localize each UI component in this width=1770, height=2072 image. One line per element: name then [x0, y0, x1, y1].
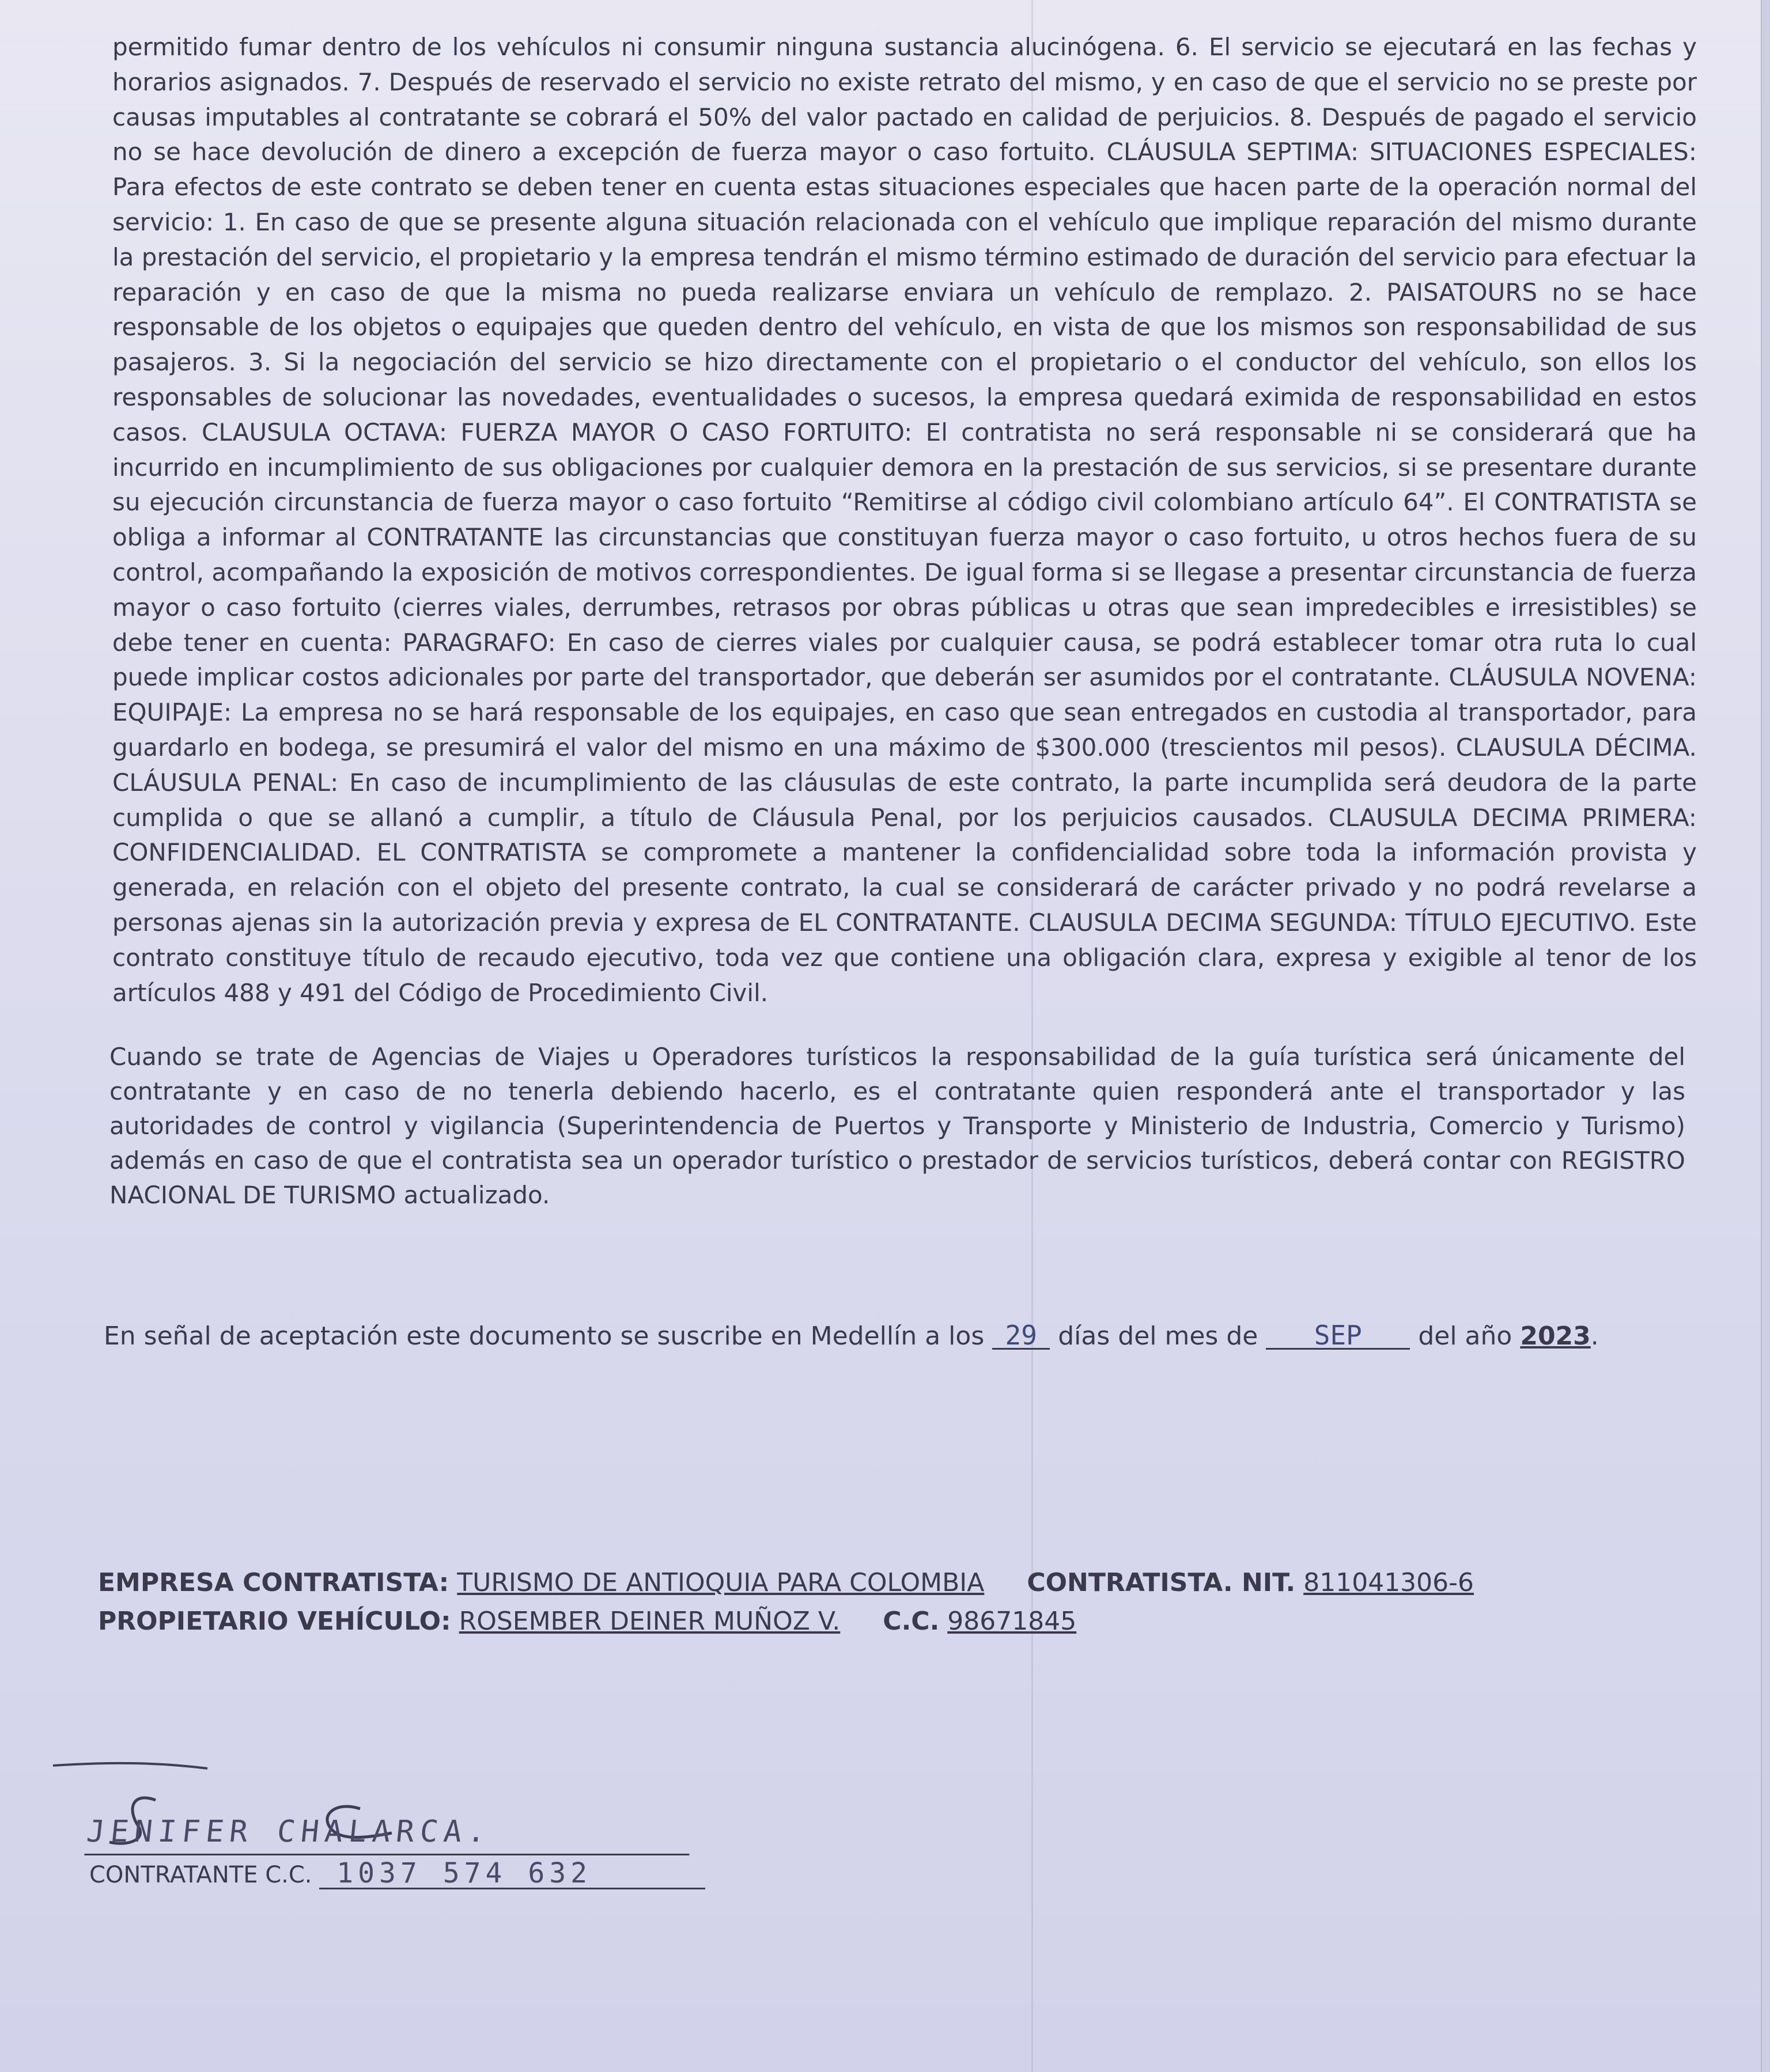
contract-clauses-text: permitido fumar dentro de los vehículos ni consumir ninguna sustancia alucinógena. 6. El servicio se ejecutará en las fechas y horarios asignados. 7. Después de reservado el servicio no existe retrato del mismo, y en caso de que el servicio no se preste por causas imputables al contratante se cobrará el 50% del valor pactado en calidad de perjuicios. 8. Después de pagado el servicio no se hace devolución de dinero a excepción de fuerza mayor o caso fortuito. CLÁUSULA SEPTIMA: SITUACIONES ESPECIALES: Para efectos de este contrato se deben tener en cuenta estas situaciones especiales que hacen parte de la operación normal del servicio: 1. En caso de que se presente alguna situación relacionada con el vehículo que implique reparación del mismo durante la prestación del servicio, el propietario y la empresa tendrán el mismo término estimado de duración del servicio para efectuar la reparación y en caso de que la misma no pueda realizarse enviara un vehículo de remplazo. 2. PAISATOURS no se hace responsable de los objetos o equipajes que queden dentro del vehículo, en vista de que los mismos son responsabilidad de sus pasajeros. 3. Si la negociación del servicio se hizo directamente con el propietario o el conductor del vehículo, son ellos los responsables de solucionar las novedades, eventualidades o sucesos, la empresa quedará eximida de responsabilidad en estos casos. CLAUSULA OCTAVA: FUERZA MAYOR O CASO FORTUITO: El contratista no será responsable ni se considerará que ha incurrido en incumplimiento de sus obligaciones por cualquier demora en la prestación de sus servicios, si se presentare durante su ejecución circunstancia de fuerza mayor o caso fortuito “Remitirse al código civil colombiano artículo 64”. El CONTRATISTA se obliga a informar al CONTRATANTE las circunstancias que constituyan fuerza mayor o caso fortuito, u otros hechos fuera de su control, acompañando la exposición de motivos correspondientes. De igual forma si se llegase a presentar circunstancia de fuerza mayor o caso fortuito (cierres viales, derrumbes, retrasos por obras públicas u otras que sean impredecibles e irresistibles) se debe tener en cuenta: PARAGRAFO: En caso de cierres viales por cualquier causa, se podrá establecer tomar otra ruta lo cual puede implicar costos adicionales por parte del transportador, que deberán ser asumidos por el contratante. CLÁUSULA NOVENA: EQUIPAJE: La empresa no se hará responsable de los equipajes, en caso que sean entregados en custodia al transportador, para guardarlo en bodega, se presumirá el valor del mismo en una máximo de $300.000 (trescientos mil pesos). CLAUSULA DÉCIMA. CLÁUSULA PENAL: En caso de incumplimiento de las cláusulas de este contrato, la parte incumplida será deudora de la parte cumplida o que se allanó a cumplir, a título de Cláusula Penal, por los perjuicios causados. CLAUSULA DECIMA PRIMERA: CONFIDENCIALIDAD. EL CONTRATISTA se compromete a mantener la confidencialidad sobre toda la información provista y generada, en relación con el objeto del presente contrato, la cual se considerará de carácter privado y no podrá revelarse a personas ajenas sin la autorización previa y expresa de EL CONTRATANTE. CLAUSULA DECIMA SEGUNDA: TÍTULO EJECUTIVO. Este contrato constituye título de recaudo ejecutivo, toda vez que contiene una obligación clara, expresa y exigible al tenor de los artículos 488 y 491 del Código de Procedimiento Civil. [112, 33, 1697, 1007]
contractor-name: TURISMO DE ANTIOQUIA PARA COLOMBIA [457, 1568, 985, 1597]
acceptance-period: . [1590, 1321, 1599, 1351]
owner-label: PROPIETARIO VEHÍCULO: [98, 1607, 451, 1636]
page-edge [1761, 0, 1770, 2072]
owner-cc: 98671845 [947, 1607, 1077, 1636]
day-field: 29 [992, 1323, 1050, 1350]
acceptance-suffix: del año [1418, 1321, 1512, 1351]
contratante-cc-value: 1037 574 632 [319, 1859, 705, 1889]
contratante-cc-label: CONTRATANTE C.C. [89, 1862, 312, 1888]
contractor-nit-label: CONTRATISTA. NIT. [1027, 1568, 1296, 1597]
acceptance-prefix: En señal de aceptación este documento se suscribe en Medellín a los [104, 1321, 985, 1351]
owner-name: ROSEMBER DEINER MUÑOZ V. [459, 1607, 841, 1636]
owner-line [98, 1604, 1076, 1639]
owner-cc-label: C.C. [883, 1607, 940, 1636]
contractor-label: EMPRESA CONTRATISTA: [98, 1568, 449, 1597]
contratante-cc-line [89, 1858, 705, 1892]
contractor-nit: 811041306-6 [1303, 1568, 1474, 1597]
acceptance-middle: días del mes de [1058, 1321, 1258, 1351]
acceptance-line [104, 1319, 1659, 1354]
year-value: 2023 [1520, 1321, 1591, 1351]
signature-handwritten-name: JENIFER CHALARCA. [84, 1815, 693, 1855]
agencies-paragraph: Cuando se trate de Agencias de Viajes u Operadores turísticos la responsabilidad de la guía turística será únicamente del contratante y en caso de no tenerla debiendo hacerlo, es el contratante quien responderá ante el transportador y las autoridades de control y vigilancia (Superintendencia de Puertos y Transporte y Ministerio de Industria, Comercio y Turismo) además en caso de que el contratista sea un operador turístico o prestador de servicios turísticos, deberá contar con REGISTRO NACIONAL DE TURISMO actualizado. [109, 1043, 1685, 1209]
month-field: SEP [1266, 1323, 1410, 1350]
contractor-line [98, 1566, 1474, 1600]
